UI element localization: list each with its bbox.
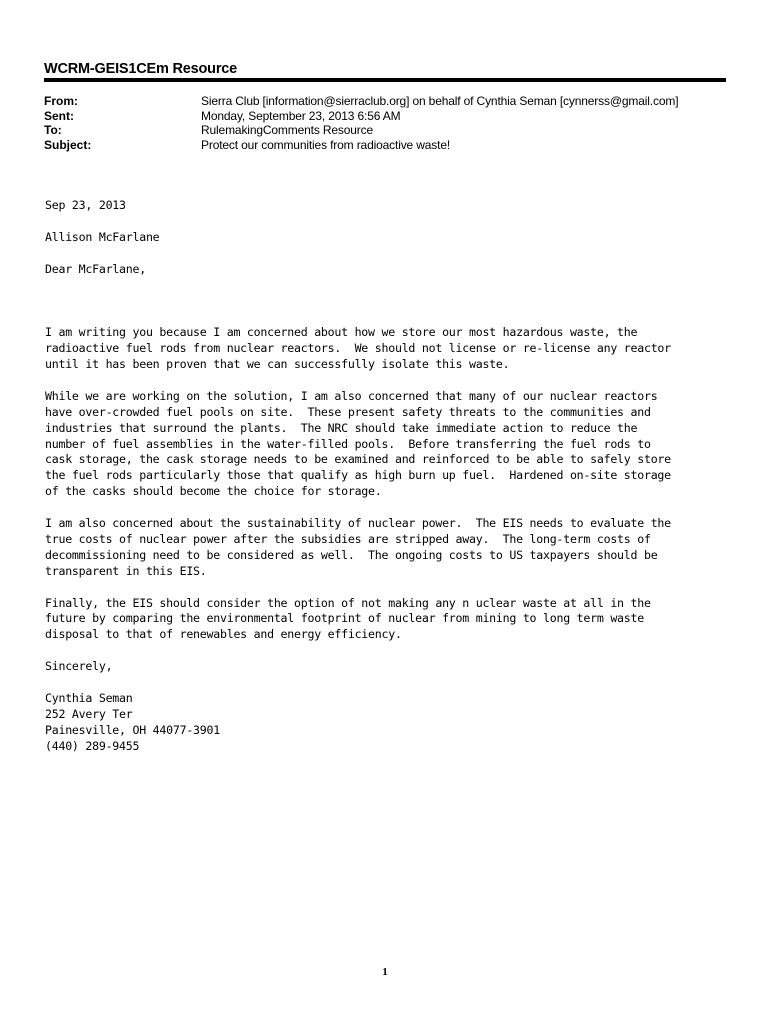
title-divider	[44, 78, 726, 82]
text-line: number of fuel assemblies in the water-filled pools. Before transferring the fuel rods to	[45, 436, 651, 451]
text-line: transparent in this EIS.	[45, 563, 207, 578]
text-line: Finally, the EIS should consider the option of not making any n uclear waste at all in the	[45, 595, 651, 610]
text-line: While we are working on the solution, I am also concerned that many of our nuclear reactors	[45, 388, 658, 403]
signature-phone: (440) 289-9455	[45, 738, 140, 753]
email-body	[45, 198, 745, 770]
text-line: radioactive fuel rods from nuclear reactors. We should not license or re-license any reactor	[45, 341, 671, 356]
signature-street: 252 Avery Ter	[45, 706, 133, 721]
header-value: Sierra Club [information@sierraclub.org] on behalf of Cynthia Seman [cynnerss@gmail.com]	[201, 94, 679, 108]
header-value: RulemakingComments Resource	[201, 123, 374, 137]
letter-recipient: Allison McFarlane	[45, 229, 160, 244]
signature-name: Cynthia Seman	[45, 690, 133, 705]
paragraph-2	[45, 389, 745, 500]
header-label: Sent:	[44, 108, 74, 123]
text-line: future by comparing the environmental footprint of nuclear from mining to long term waste	[45, 611, 644, 626]
text-line: disposal to that of renewables and energy efficiency.	[45, 627, 402, 642]
header-label: From:	[44, 94, 78, 108]
text-line: I am writing you because I am concerned about how we store our most hazardous waste, the	[45, 325, 638, 340]
letter-closing: Sincerely,	[45, 659, 113, 674]
letter-date: Sep 23, 2013	[45, 198, 126, 212]
paragraph-1	[45, 293, 745, 373]
letter-salutation: Dear McFarlane,	[45, 261, 146, 276]
header-row-from	[44, 94, 744, 109]
header-value: Monday, September 23, 2013 6:56 AM	[201, 108, 401, 123]
text-line: of the casks should become the choice for storage.	[45, 484, 382, 499]
text-line: industries that surround the plants. The NRC should take immediate action to reduce the	[45, 420, 638, 435]
text-line: have over-crowded fuel pools on site. These present safety threats to the communities and	[45, 404, 651, 419]
text-line: I am also concerned about the sustainability of nuclear power. The EIS needs to evaluate the	[45, 516, 671, 531]
document-title: WCRM-GEIS1CEm Resource	[44, 61, 237, 77]
header-label: To:	[44, 123, 62, 137]
header-row-to	[44, 123, 744, 138]
text-line: until it has been proven that we can successfully isolate this waste.	[45, 357, 510, 372]
signature-city: Painesville, OH 44077-3901	[45, 722, 220, 737]
paragraph-3	[45, 516, 745, 580]
email-header	[44, 94, 744, 152]
header-row-sent	[44, 109, 744, 124]
header-label: Subject:	[44, 137, 92, 152]
text-line: cask storage, the cask storage needs to be examined and reinforced to be able to safely store	[45, 452, 671, 467]
signature-block	[45, 691, 745, 755]
paragraph-4	[45, 596, 745, 644]
text-line: decommissioning need to be considered as well. The ongoing costs to US taxpayers should be	[45, 547, 658, 562]
text-line: true costs of nuclear power after the subsidies are stripped away. The long-term costs of	[45, 531, 651, 546]
text-line: the fuel rods particularly those that qualify as high burn up fuel. Hardened on-site storage	[45, 468, 671, 483]
header-row-subject	[44, 138, 744, 153]
page-number: 1	[382, 966, 388, 978]
header-value: Protect our communities from radioactive waste!	[201, 137, 451, 152]
